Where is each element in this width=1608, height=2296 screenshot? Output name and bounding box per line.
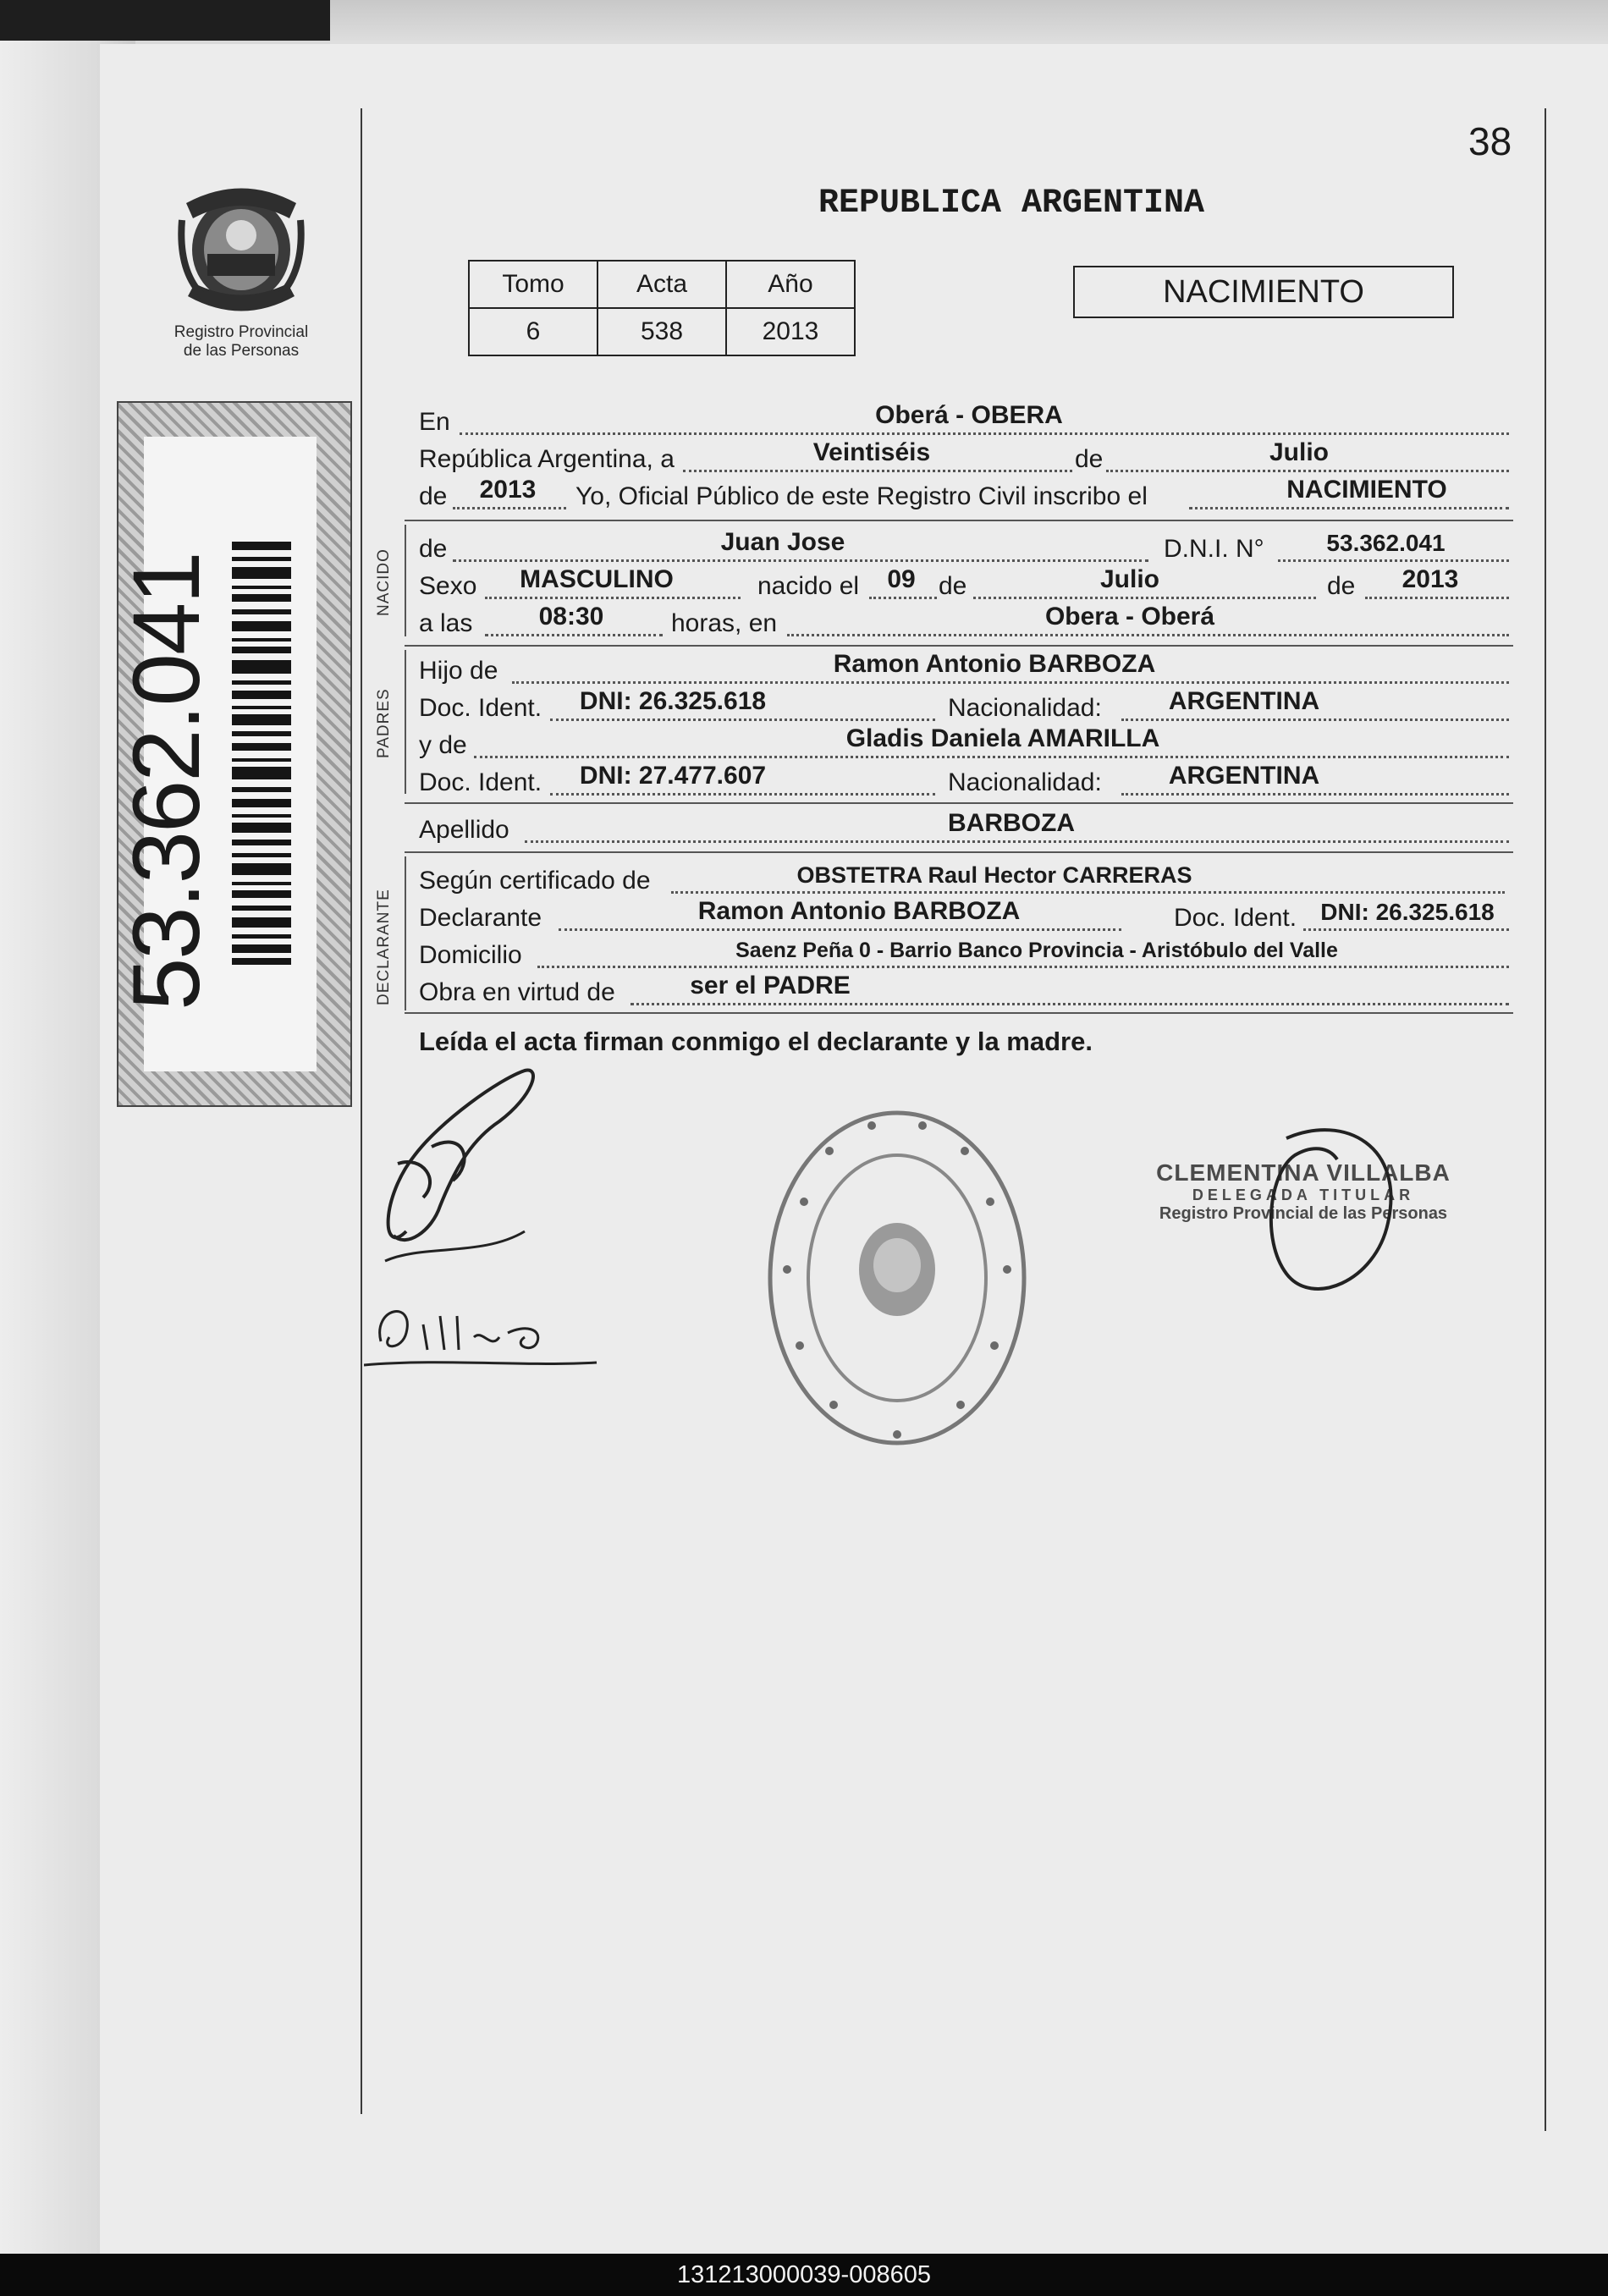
nacido-bracket [405,525,406,636]
dotted-line [453,559,1148,562]
divider [405,645,1513,647]
left-margin-line [361,108,362,2114]
dotted-line [550,793,935,796]
label-nacionalidad: Nacionalidad: [948,694,1102,722]
value-capacity: ser el PADRE [690,972,851,999]
row-date [419,438,1512,476]
row-father-doc [419,687,1512,724]
footer-code: 131213000039-008605 [0,2254,1608,2296]
dotted-line [671,891,1505,894]
label-hijo-de: Hijo de [419,657,498,685]
value-father-name: Ramon Antonio BARBOZA [833,650,1156,678]
registry-seal-stamp-icon [753,1100,1041,1456]
dotted-line [525,840,1509,843]
divider [405,1012,1513,1014]
label-de: de [1075,445,1104,473]
dotted-line [512,681,1509,684]
row-time-place [419,603,1512,640]
reference-table-values [469,308,855,355]
divider [405,851,1513,853]
row-inscription [419,476,1512,513]
label-horas-en: horas, en [671,609,778,637]
row-name [419,528,1512,565]
value-tomo: 6 [469,308,597,355]
value-year: 2013 [479,476,537,504]
declarant-signature-icon [372,1062,542,1274]
dotted-line [683,470,1072,472]
value-address: Saenz Peña 0 - Barrio Banco Provincia - Aristóbulo del Valle [735,939,1338,962]
dotted-line [973,597,1316,599]
dotted-line [453,507,566,509]
value-inscription-type: NACIMIENTO [1286,476,1447,504]
value-month: Julio [1269,438,1329,466]
value-mother-nationality: ARGENTINA [1168,762,1320,790]
official-signature-icon [1236,1121,1405,1316]
row-address [419,938,1512,972]
value-dni: 53.362.041 [1326,530,1446,556]
value-acta: 538 [597,308,726,355]
dotted-line [1278,559,1509,562]
value-mother-doc: DNI: 27.477.607 [579,762,767,790]
row-surname [419,809,1512,846]
barcode-bars-icon [232,542,291,965]
padres-bracket [405,650,406,794]
value-name: Juan Jose [720,528,845,556]
label-de: de [419,535,448,563]
dotted-line [537,966,1509,968]
row-father [419,650,1512,687]
dotted-line [1189,507,1509,509]
act-type-box: NACIMIENTO [1073,266,1454,318]
divider [405,520,1513,521]
page-number: 38 [1468,119,1512,163]
dotted-line [1303,928,1509,931]
barcode-number: 53.362.041 [113,553,219,1010]
official-role: DELEGADA TITULAR [1192,1187,1415,1203]
value-birth-place: Obera - Oberá [1044,603,1215,630]
label-republica: República Argentina, a [419,445,675,473]
label-de: de [939,572,967,600]
section-label-declarante: DECLARANTE [375,889,393,1005]
label-segun-certificado: Según certificado de [419,867,651,895]
dotted-line [460,432,1509,435]
label-de: de [1327,572,1356,600]
value-day-text: Veintiséis [812,438,931,466]
value-surname: BARBOZA [948,809,1075,837]
row-sex-birthdate [419,565,1512,603]
value-birth-time: 08:30 [538,603,604,630]
dotted-line [485,597,741,599]
label-doc-ident: Doc. Ident. [419,768,542,796]
reference-table [468,260,856,356]
header-acta: Acta [597,261,726,308]
label-nacido-el: nacido el [757,572,860,600]
value-ano: 2013 [726,308,855,355]
caption-line-1: Registro Provincial [173,323,309,341]
label-obra-en-virtud: Obra en virtud de [419,978,615,1006]
dotted-line [1106,470,1509,472]
dotted-line [631,1003,1509,1005]
dotted-line [1365,597,1509,599]
dotted-line [869,597,937,599]
value-father-nationality: ARGENTINA [1168,687,1320,715]
official-office: Registro Provincial de las Personas [1159,1204,1448,1223]
value-birth-month: Julio [1099,565,1159,593]
label-doc-ident: Doc. Ident. [1174,904,1297,932]
header-ano: Año [726,261,855,308]
row-place [419,401,1512,438]
value-birth-day: 09 [887,565,916,593]
right-margin-line [1545,108,1546,2131]
label-domicilio: Domicilio [419,941,522,969]
dotted-line [1121,719,1509,721]
value-certificate: OBSTETRA Raul Hector CARRERAS [796,862,1192,888]
mother-signature-icon [364,1291,601,1375]
header-tomo: Tomo [469,261,597,308]
value-declarant-name: Ramon Antonio BARBOZA [697,897,1021,925]
dotted-line [559,928,1121,931]
top-paper-edge [330,0,1608,51]
row-certificate [419,863,1512,897]
label-official-text: Yo, Oficial Público de este Registro Civil inscribo el [575,482,1148,510]
label-y-de: y de [419,731,467,759]
label-apellido: Apellido [419,816,509,844]
closing-statement: Leída el acta firman conmigo el declarante y la madre. [419,1027,1093,1056]
label-declarante: Declarante [419,904,542,932]
row-declarant [419,897,1512,934]
value-sex: MASCULINO [520,565,674,593]
top-dark-edge [0,0,330,41]
reference-table-header [469,261,855,308]
value-place: Oberá - OBERA [875,401,1063,429]
label-dni: D.N.I. N° [1164,535,1264,563]
document-title: REPUBLICA ARGENTINA [818,184,1205,223]
section-label-nacido: NACIDO [375,548,393,616]
misiones-coat-of-arms-icon [178,169,305,322]
dotted-line [550,719,935,721]
section-label-padres: PADRES [375,688,393,758]
value-declarant-doc: DNI: 26.325.618 [1320,899,1495,925]
divider [405,802,1513,804]
label-a-las: a las [419,609,473,637]
dotted-line [787,634,1509,636]
label-nacionalidad: Nacionalidad: [948,768,1102,796]
caption-line-2: de las Personas [183,342,300,360]
row-mother [419,724,1512,762]
dotted-line [474,756,1509,758]
dotted-line [485,634,663,636]
value-mother-name: Gladis Daniela AMARILLA [845,724,1160,752]
official-name: CLEMENTINA VILLALBA [1156,1159,1451,1186]
label-year-de: de [419,482,448,510]
registry-caption [144,323,339,361]
value-birth-year: 2013 [1401,565,1459,593]
label-sexo: Sexo [419,572,477,600]
label-en: En [419,408,450,436]
dotted-line [1121,793,1509,796]
row-capacity [419,972,1512,1009]
row-mother-doc [419,762,1512,799]
value-father-doc: DNI: 26.325.618 [579,687,767,715]
declarante-bracket [405,856,406,1010]
label-doc-ident: Doc. Ident. [419,694,542,722]
